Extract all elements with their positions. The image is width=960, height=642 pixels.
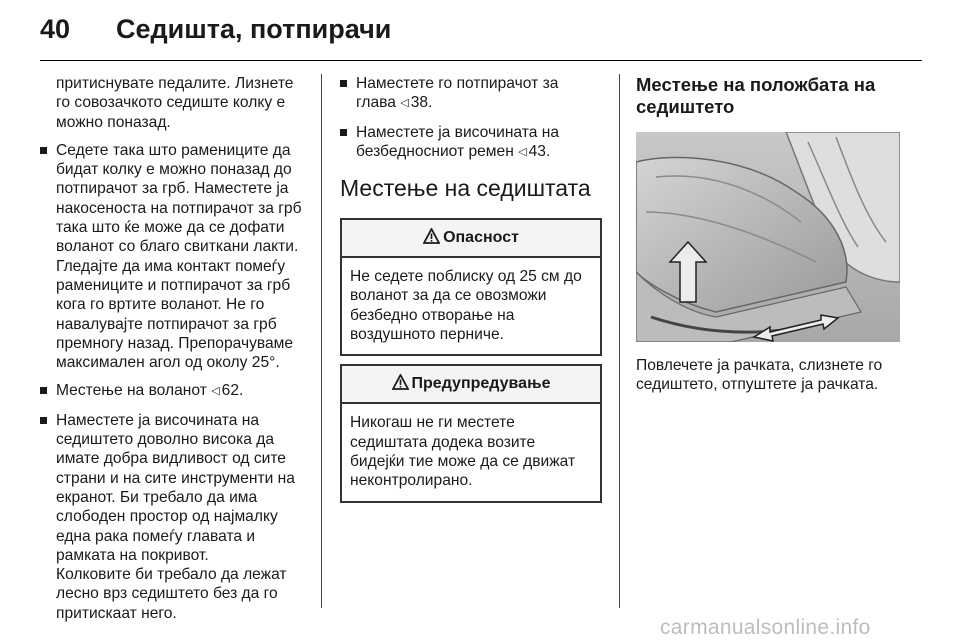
list-item-text: Наместете ја височината на безбедносниот ремен [356, 123, 560, 160]
bullet-list-2 [340, 74, 602, 162]
paragraph: Колковите би требало да лежат лесно врз седиштето без да го притискаат него. [56, 566, 287, 622]
list-item-text: Местење на воланот [56, 382, 207, 400]
danger-box-header [342, 220, 600, 258]
column-divider-2 [619, 74, 620, 608]
warning-box [340, 364, 602, 502]
page-ref-icon: ◁ [211, 385, 220, 398]
list-item [40, 381, 302, 401]
list-item [340, 123, 602, 163]
column-3 [636, 74, 922, 404]
page-reference[interactable] [211, 382, 243, 399]
list-item [340, 74, 602, 114]
column-1 [40, 74, 302, 632]
list-item-text: Наместете ја височината на седиштето доволно висока да имате добра видливост од сите страни и на сите инструменти на екранот. Би требало да има слободен простор од најмалку една рака помеѓу главата и рамката на покривот. [56, 411, 295, 564]
page-reference[interactable] [400, 94, 432, 111]
section-heading: Местење на седиштата [340, 175, 591, 202]
danger-box [340, 218, 602, 356]
column-2 [340, 74, 602, 511]
danger-body: Не седете поблиску од 25 см до воланот за да се овозможи безбедно отворање на воздушното перниче. [350, 268, 582, 344]
seat-adjustment-illustration [636, 132, 900, 342]
list-item [40, 411, 302, 565]
list-item [40, 141, 302, 373]
warning-body: Никогаш не ги местете седиштата додека возите бидејќи тие може да се движат неконтролирано. [350, 414, 576, 490]
page-ref-number: 43. [528, 142, 551, 160]
page-title: Седишта, потпирачи [116, 14, 392, 44]
page-ref-icon: ◁ [400, 97, 409, 110]
page-number: 40 [40, 14, 71, 44]
subsection-heading: Местење на положбата на седиштето [636, 74, 876, 117]
column-divider-1 [321, 74, 322, 608]
warning-title: Предупредување [411, 375, 551, 393]
list-item-text: Наместете го потпирачот за глава [356, 75, 559, 112]
warning-triangle-icon [423, 222, 440, 258]
page-reference[interactable] [518, 143, 550, 160]
page-ref-number: 62. [221, 382, 244, 400]
warning-triangle-icon [392, 368, 409, 404]
watermark: carmanualsonline.info [660, 616, 871, 639]
list-item-text: Седете така што рамениците да бидат колку е можно поназад до потпирачот за грб. Наместете ја накосеноста на потпирачот за грб така што ќе може да се дофати воланот со благо свиткани лакти. Гледајте да има контакт помеѓу рамениците и потпирачот за грб кога го вртите воланот. Не го навалувајте потпирачот за грб премногу назад. Препорачуваме максимален агол од околу 25°. [56, 141, 302, 372]
page-ref-icon: ◁ [518, 145, 527, 158]
figure-caption: Повлечете ја рачката, слизнете го седиштето, отпуштете ја рачката. [636, 357, 883, 394]
bullet-list-1 [40, 141, 302, 565]
continuation-text: притиснувате педалите. Лизнете го совозачкото седиште колку е можно поназад. [56, 75, 294, 131]
header-divider [40, 60, 922, 61]
page-ref-number: 38. [410, 94, 433, 112]
page-header [0, 0, 960, 62]
warning-box-header [342, 366, 600, 404]
danger-title: Опасност [443, 229, 519, 247]
